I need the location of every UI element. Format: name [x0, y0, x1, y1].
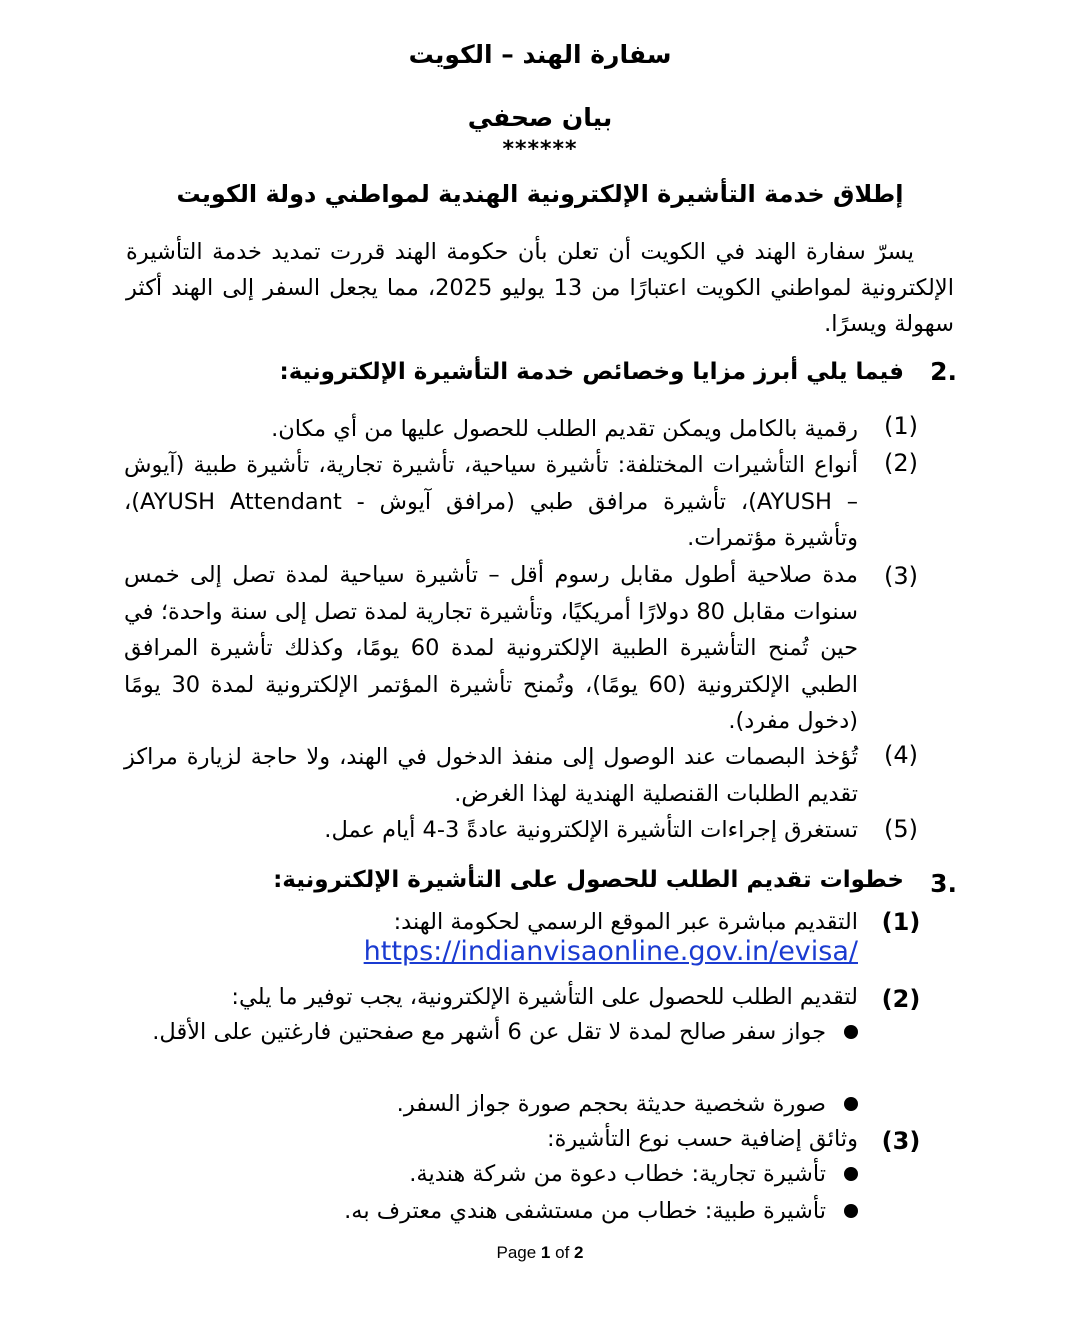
page-total: 2	[574, 1243, 584, 1262]
section-2-item-5-number: (5)	[884, 815, 918, 843]
page-label: Page	[496, 1243, 537, 1262]
section-2-item-3-text: مدة صلاحية أطول مقابل رسوم أقل – تأشيرة سياحية لمدة تصل إلى خمس سنوات مقابل 80 دولارًا أمريكيًا، وتأشيرة تجارية لمدة تصل إلى سنة واحدة؛ في حين تُمنح التأشيرة الطبية الإلكترونية لمدة 60 يومًا، وكذلك تأشيرة المرافق الطبي الإلكترونية (60 يومًا)، وتُمنح تأشيرة المؤتمر الإلكترونية لمدة 30 يومًا (دخول مفرد).	[124, 562, 858, 734]
section-3-step-2-text: لتقديم الطلب للحصول على التأشيرة الإلكترونية، يجب توفير ما يلي:	[231, 984, 858, 1010]
bullet-icon	[844, 1167, 858, 1181]
section-3-step-2-number: (2)	[881, 985, 921, 1013]
separator-stars: ******	[502, 137, 578, 162]
section-2-number: 2.	[930, 357, 957, 386]
section-2-heading: فيما يلي أبرز مزايا وخصائص خدمة التأشيرة الإلكترونية:	[279, 359, 904, 385]
section-3-step-2-bullet-1: جواز سفر صالح لمدة لا تقل عن 6 أشهر مع صفحتين فارغتين على الأقل.	[152, 1019, 826, 1045]
page-of: of	[555, 1243, 570, 1262]
press-release-title: بيان صحفي	[467, 103, 613, 132]
bullet-icon	[844, 1025, 858, 1039]
section-3-heading: خطوات تقديم الطلب للحصول على التأشيرة الإلكترونية:	[273, 867, 904, 893]
section-3-step-2-bullet-2: صورة شخصية حديثة بحجم صورة جواز السفر.	[396, 1091, 826, 1117]
section-3-step-3-text: وثائق إضافية حسب نوع التأشيرة:	[546, 1126, 858, 1152]
section-3-step-3-bullet-2: تأشيرة طبية: خطاب من مستشفى هندي معترف به.	[344, 1198, 826, 1224]
section-2-item-5-text: تستغرق إجراءات التأشيرة الإلكترونية عادةً 3-4 أيام عمل.	[324, 817, 858, 843]
section-2-item-2-number: (2)	[884, 449, 918, 477]
document-headline: إطلاق خدمة التأشيرة الإلكترونية الهندية لمواطني دولة الكويت	[176, 180, 904, 208]
embassy-title: سفارة الهند – الكويت	[408, 40, 672, 69]
section-2-item-3-number: (3)	[884, 562, 918, 590]
intro-paragraph: يسرّ سفارة الهند في الكويت أن تعلن بأن حكومة الهند قررت تمديد خدمة التأشيرة الإلكترونية لمواطني الكويت اعتبارًا من 13 يوليو 2025، مما يجعل السفر إلى الهند أكثر سهولة ويسرًا.	[126, 239, 954, 337]
section-3-step-3-number: (3)	[881, 1127, 921, 1155]
page-footer	[0, 1243, 1080, 1263]
section-3-step-1-text: التقديم مباشرة عبر الموقع الرسمي لحكومة الهند:	[393, 909, 858, 935]
page-current: 1	[540, 1243, 551, 1262]
section-2-item-2-text: أنواع التأشيرات المختلفة: تأشيرة سياحية، تأشيرة تجارية، تأشيرة طبية (آيوش – AYUSH)، تأشيرة مرافق طبي (مرافق آيوش - AYUSH Attendant)، وتأشيرة مؤتمرات.	[124, 452, 859, 551]
section-2-item-1-number: (1)	[884, 412, 918, 440]
bullet-icon	[844, 1097, 858, 1111]
section-3-step-3-bullet-1: تأشيرة تجارية: خطاب دعوة من شركة هندية.	[409, 1161, 826, 1187]
evisa-link-wrapper	[364, 936, 858, 967]
section-3-number: 3.	[930, 869, 957, 898]
section-2-item-4-number: (4)	[884, 741, 918, 769]
section-2-item-4-text: تُؤخذ البصمات عند الوصول إلى منفذ الدخول في الهند، ولا حاجة لزيارة مراكز تقديم الطلبات القنصلية الهندية لهذا الغرض.	[124, 744, 858, 807]
section-3-step-1-number: (1)	[881, 908, 921, 936]
bullet-icon	[844, 1204, 858, 1218]
evisa-website-link[interactable]: https://indianvisaonline.gov.in/evisa/	[363, 936, 858, 967]
section-2-item-1-text: رقمية بالكامل ويمكن تقديم الطلب للحصول عليها من أي مكان.	[271, 416, 858, 442]
